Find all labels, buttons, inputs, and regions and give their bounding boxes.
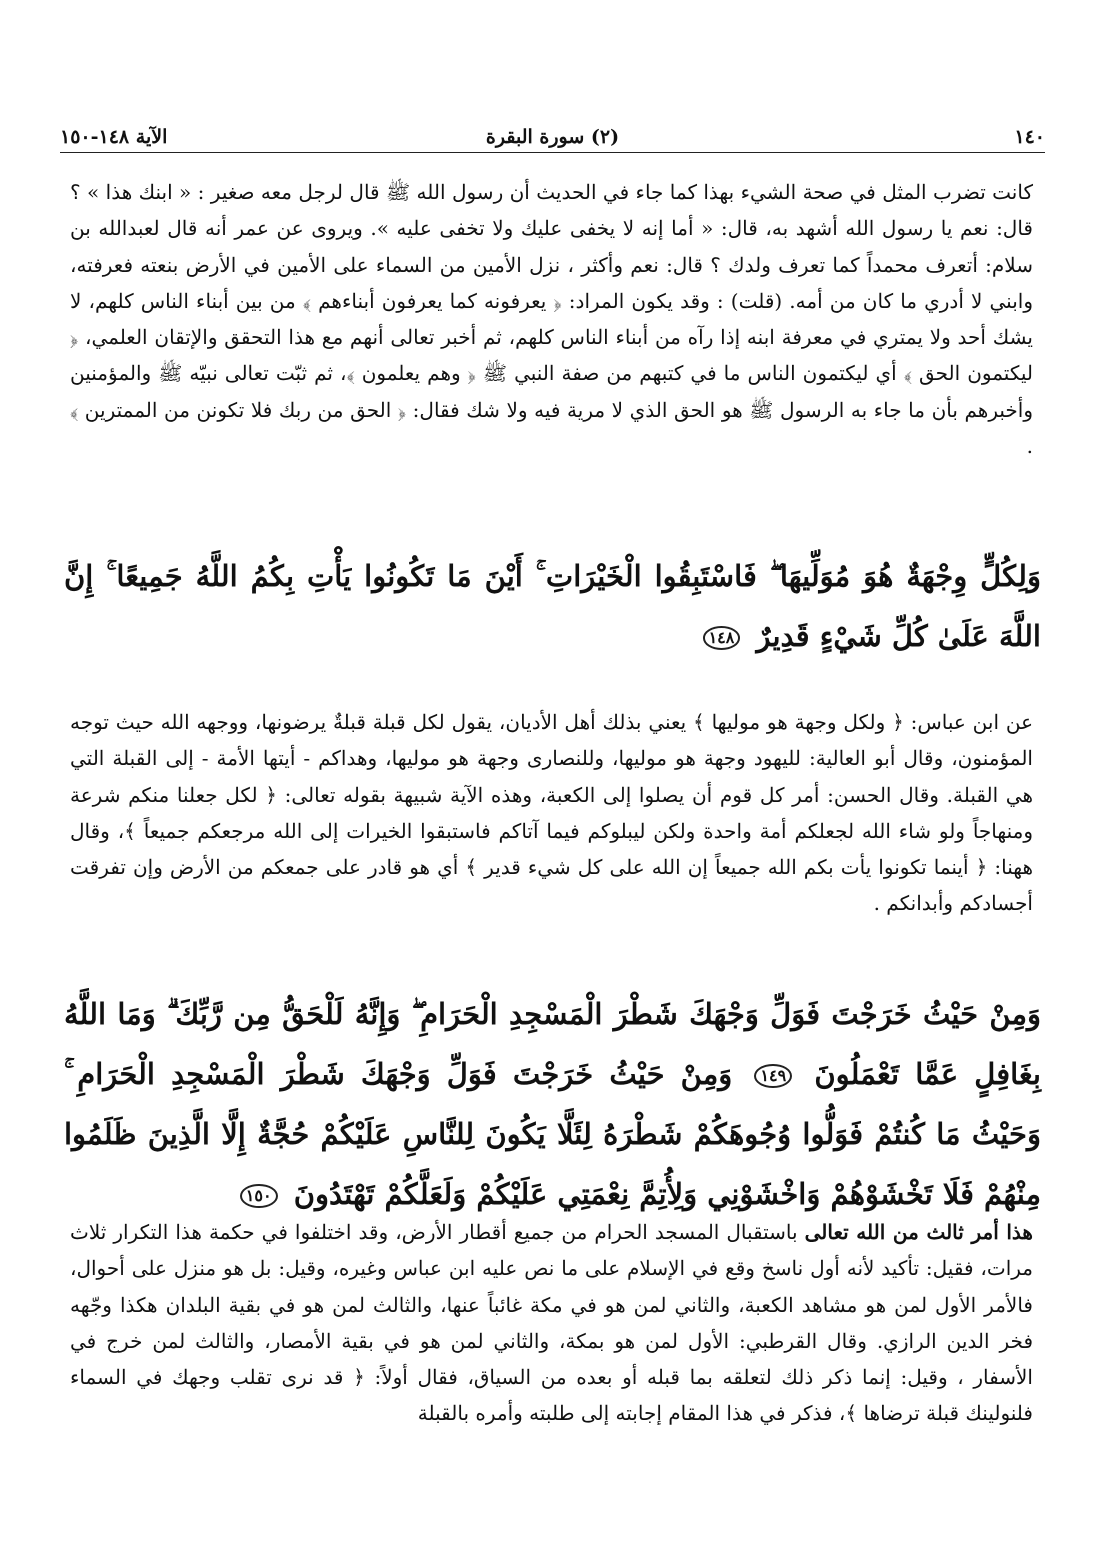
verse-number-badge: ١٥٠ — [240, 1184, 278, 1208]
verse-text: وَمِنْ حَيْثُ خَرَجْتَ فَوَلِّ وَجْهَكَ شَطْرَ الْمَسْجِدِ الْحَرَامِ ۖ وَإِنَّهُ لَلْحَقُّ مِن رَّبِّكَ ۗ وَمَا اللَّهُ بِغَافِلٍ عَمَّا تَعْمَلُونَ — [64, 997, 1041, 1091]
verse-number-badge: ١٤٨ — [703, 626, 741, 650]
verse-number-badge: ١٤٩ — [754, 1064, 792, 1088]
verse-text: وَلِكُلٍّ وِجْهَةٌ هُوَ مُوَلِّيهَا ۖ فَاسْتَبِقُوا الْخَيْرَاتِ ۚ أَيْنَ مَا تَكُونُوا يَأْتِ بِكُمُ اللَّهُ جَمِيعًا ۚ إِنَّ اللَّهَ عَلَىٰ كُلِّ شَيْءٍ قَدِيرٌ — [64, 559, 1041, 653]
sura-title: (٢) سورة البقرة — [485, 126, 620, 148]
page-number: ١٤٠ — [1014, 126, 1045, 148]
commentary-paragraph-1: كانت تضرب المثل في صحة الشيء بهذا كما جاء في الحديث أن رسول الله ﷺ قال لرجل معه صغير : « ابنك هذا » ؟ قال: نعم يا رسول الله أشهد به، قال: « أما إنه لا يخفى عليك ولا تخفى عليه ». ويروى عن عمر أنه قال لعبدالله بن سلام: أتعرف محمداً كما تعرف ولدك ؟ قال: نعم وأكثر ، نزل الأمين من السماء على الأمين في الأرض بنعته فعرفته، وابني لا أدري ما كان من أمه. (قلت) : وقد يكون المراد: ﴿ يعرفونه كما يعرفون أبناءهم ﴾ من بين أبناء الناس كلهم، لا يشك أحد ولا يمتري في معرفة ابنه إذا رآه من أبناء الناس كلهم، ثم أخبر تعالى أنهم مع هذا التحقق والإتقان العلمي، ﴿ ليكتمون الحق ﴾ أي ليكتمون الناس ما في كتبهم من صفة النبي ﷺ ﴿ وهم يعلمون ﴾، ثم ثبّت تعالى نبيّه ﷺ والمؤمنين وأخبرهم بأن ما جاء به الرسول ﷺ هو الحق الذي لا مرية فيه ولا شك فقال: ﴿ الحق من ربك فلا تكونن من الممترين ﴾ . — [70, 180, 1033, 459]
ayat-range: الآية ١٤٨-١٥٠ — [60, 126, 168, 148]
commentary-paragraph-3 — [70, 1214, 1033, 1432]
quran-verse-148 — [64, 546, 1041, 666]
verse-text: وَمِنْ حَيْثُ خَرَجْتَ فَوَلِّ وَجْهَكَ شَطْرَ الْمَسْجِدِ الْحَرَامِ ۚ وَحَيْثُ مَا كُنتُمْ فَوَلُّوا وُجُوهَكُمْ شَطْرَهُ لِئَلَّا يَكُونَ لِلنَّاسِ عَلَيْكُمْ حُجَّةٌ إِلَّا الَّذِينَ ظَلَمُوا مِنْهُمْ فَلَا تَخْشَوْهُمْ وَاخْشَوْنِي وَلِأُتِمَّ نِعْمَتِي عَلَيْكُمْ وَلَعَلَّكُمْ تَهْتَدُونَ — [64, 1057, 1041, 1211]
paragraph-bold-opening: هذا أمر ثالث من الله تعالى — [804, 1220, 1033, 1244]
page-header — [60, 120, 1045, 156]
commentary-paragraph-2: عن ابن عباس: ﴿ ولكل وجهة هو موليها ﴾ يعني بذلك أهل الأديان، يقول لكل قبلة قبلةٌ يرضونها، ووجهه الله حيث توجه المؤمنون، وقال أبو العالية: لليهود وجهة هو موليها، وللنصارى وجهة هو موليها، وهداكم - أيتها الأمة - إلى القبلة التي هي القبلة. وقال الحسن: أمر كل قوم أن يصلوا إلى الكعبة، وهذه الآية شبيهة بقوله تعالى: ﴿ لكل جعلنا منكم شرعة ومنهاجاً ولو شاء الله لجعلكم أمة واحدة ولكن ليبلوكم فيما آتاكم فاستبقوا الخيرات إلى الله مرجعكم جميعاً ﴾، وقال ههنا: ﴿ أينما تكونوا يأت بكم الله جميعاً إن الله على كل شيء قدير ﴾ أي هو قادر على جمعكم من الأرض وإن تفرقت أجسادكم وأبدانكم . — [70, 710, 1034, 916]
header-divider — [60, 152, 1045, 153]
paragraph-body: باستقبال المسجد الحرام من جميع أقطار الأرض، وقد اختلفوا في حكمة هذا التكرار ثلاث مرات، فقيل: تأكيد لأنه أول ناسخ وقع في الإسلام على ما نص عليه ابن عباس وغيره، وقيل: بل هو منزل على أحوال، فالأمر الأول لمن هو مشاهد الكعبة، والثاني لمن هو في مكة غائباً عنها، والثالث لمن هو في بقية البلدان هكذا وجّهه فخر الدين الرازي. وقال القرطبي: الأول لمن هو بمكة، والثاني لمن هو في بقية الأمصار، والثالث لمن خرج في الأسفار ، وقيل: إنما ذكر ذلك لتعلقه بما قبله أو بعده من السياق، فقال أولاً: ﴿ قد نرى تقلب وجهك في السماء فلنولينك قبلة ترضاها ﴾، فذكر في هذا المقام إجابته إلى طلبته وأمره بالقبلة — [70, 1220, 1033, 1426]
quran-verses-149-150 — [64, 984, 1041, 1224]
